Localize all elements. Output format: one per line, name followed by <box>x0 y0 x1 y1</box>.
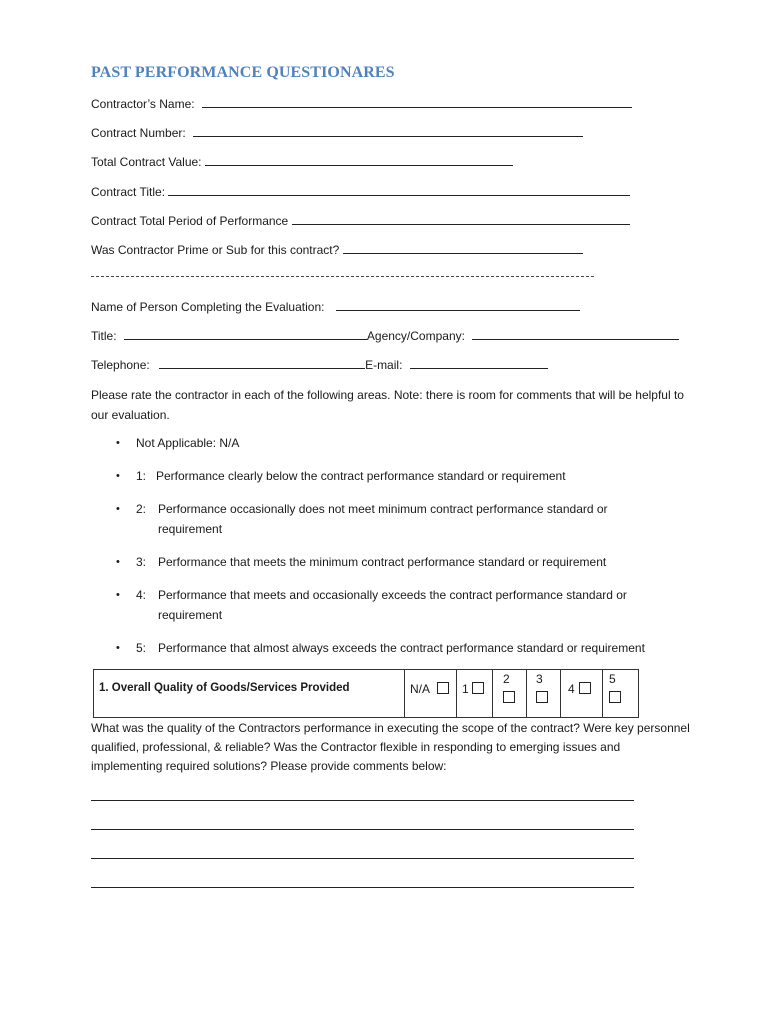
contract-title-row <box>91 184 630 200</box>
question-label-cell <box>94 670 405 717</box>
section-divider <box>91 276 594 277</box>
option-label: 1 <box>462 682 469 696</box>
contract-title-label: Contract Title: <box>91 185 166 199</box>
rating-number: 2: <box>136 502 147 516</box>
checkbox-5[interactable] <box>609 691 621 703</box>
agency-company-field[interactable] <box>472 328 679 340</box>
option-cell-2[interactable] <box>493 670 527 717</box>
option-cell-1[interactable] <box>457 670 493 717</box>
option-cell-3[interactable] <box>527 670 561 717</box>
comment-line-2[interactable] <box>91 829 634 830</box>
evaluator-name-label: Name of Person Completing the Evaluation: <box>91 300 325 314</box>
bullet-dot: • <box>116 589 120 601</box>
bullet-dot: • <box>116 642 120 654</box>
period-of-performance-label: Contract Total Period of Performance <box>91 214 289 228</box>
option-cell-4[interactable] <box>561 670 603 717</box>
prime-or-sub-field[interactable] <box>343 242 583 254</box>
evaluator-title-label: Title: <box>91 329 117 343</box>
telephone-label: Telephone: <box>91 358 150 372</box>
rating-text: Not Applicable: N/A <box>136 436 240 450</box>
bullet-dot: • <box>116 470 120 482</box>
checkbox-3[interactable] <box>536 691 548 703</box>
bullet-dot: • <box>116 556 120 568</box>
option-label: 3 <box>536 672 543 686</box>
instructions-text: Please rate the contractor in each of the following areas. Note: there is room for comments that will be helpful to our evaluation. <box>91 388 684 422</box>
total-contract-value-field[interactable] <box>205 154 513 166</box>
contractor-name-field[interactable] <box>202 96 632 108</box>
rating-text: Performance that almost always exceeds the contract performance standard or requirement <box>158 641 645 655</box>
comment-line-3[interactable] <box>91 858 634 859</box>
email-field[interactable] <box>410 357 548 369</box>
option-label: 4 <box>568 682 575 696</box>
question-1-description: What was the quality of the Contractors performance in executing the scope of the contract? Were key personnel qualified, professional, & reliable? Was the Contractor flexible in responding to emerging issues and implementing required solutions? Please provide comments below: <box>91 721 690 773</box>
telephone-email-row <box>91 357 548 373</box>
comment-line-1[interactable] <box>91 800 634 801</box>
option-cell-5[interactable] <box>603 670 638 717</box>
option-label: 2 <box>503 672 510 686</box>
email-label: E-mail: <box>365 358 403 372</box>
rating-number: 3: <box>136 555 147 569</box>
checkbox-2[interactable] <box>503 691 515 703</box>
option-label: N/A <box>410 682 431 696</box>
comment-line-4[interactable] <box>91 887 634 888</box>
rating-number: 5: <box>136 641 147 655</box>
evaluator-title-field[interactable] <box>124 328 367 340</box>
quality-rating-table <box>93 669 639 718</box>
period-of-performance-row <box>91 213 630 229</box>
rating-number: 4: <box>136 588 147 602</box>
title-agency-row <box>91 328 679 344</box>
bullet-dot: • <box>116 503 120 515</box>
option-label: 5 <box>609 672 616 686</box>
rating-number: 1: <box>136 469 147 483</box>
contract-title-field[interactable] <box>168 184 630 196</box>
evaluator-name-row <box>91 299 580 315</box>
total-contract-value-row <box>91 154 513 170</box>
rating-text: Performance that meets and occasionally exceeds the contract performance standard or requirement <box>158 588 627 622</box>
evaluator-name-field[interactable] <box>336 299 580 311</box>
period-of-performance-field[interactable] <box>292 213 630 225</box>
checkbox-na[interactable] <box>437 682 449 694</box>
telephone-field[interactable] <box>159 357 365 369</box>
option-cell-na[interactable] <box>405 670 457 717</box>
contract-number-row <box>91 125 583 141</box>
question-1-label: 1. Overall Quality of Goods/Services Provided <box>99 682 350 694</box>
prime-or-sub-row <box>91 242 583 258</box>
contract-number-label: Contract Number: <box>91 126 186 140</box>
checkbox-4[interactable] <box>579 682 591 694</box>
contract-number-field[interactable] <box>193 125 583 137</box>
checkbox-1[interactable] <box>472 682 484 694</box>
contractor-name-row <box>91 96 632 112</box>
rating-text: Performance clearly below the contract performance standard or requirement <box>156 469 566 483</box>
agency-company-label: Agency/Company: <box>366 329 465 343</box>
page-title: PAST PERFORMANCE QUESTIONARES <box>91 64 395 81</box>
prime-or-sub-label: Was Contractor Prime or Sub for this contract? <box>91 243 340 257</box>
total-contract-value-label: Total Contract Value: <box>91 155 202 169</box>
bullet-dot: • <box>116 437 120 449</box>
contractor-name-label: Contractor’s Name: <box>91 97 195 111</box>
rating-text: Performance that meets the minimum contract performance standard or requirement <box>158 555 607 569</box>
rating-text: Performance occasionally does not meet minimum contract performance standard or requirement <box>158 502 608 536</box>
